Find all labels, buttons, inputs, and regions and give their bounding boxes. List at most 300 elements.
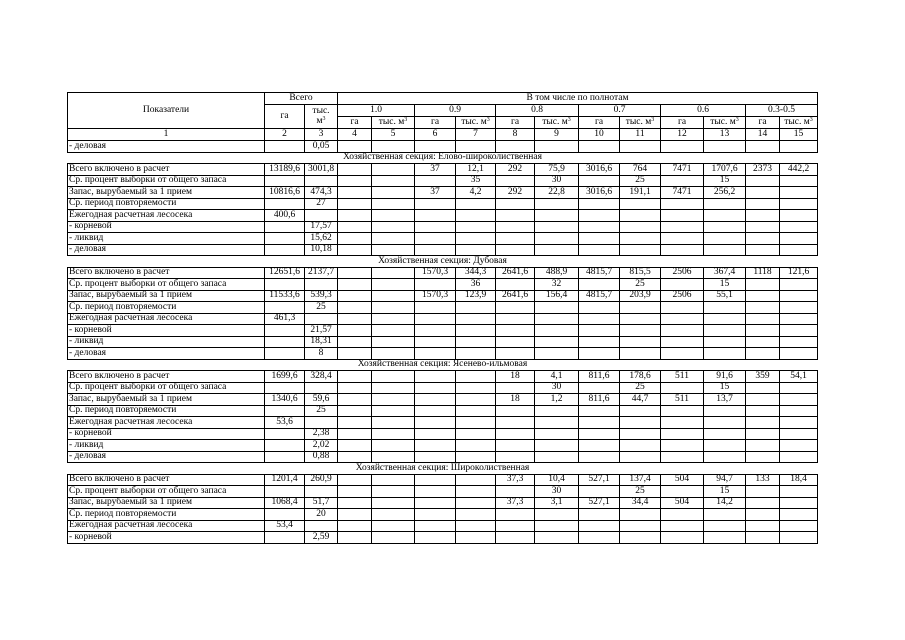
table-cell [372, 267, 415, 279]
unit-volume-text: тыс. м [542, 116, 568, 127]
table-cell [338, 325, 372, 337]
row-label: Ежегодная расчетная лесосека [68, 520, 265, 532]
row-label: Ср. процент выборки от общего запаса [68, 382, 265, 394]
table-row [68, 509, 818, 521]
table-cell: 59,6 [305, 394, 338, 406]
table-cell [661, 325, 704, 337]
table-cell [338, 175, 372, 187]
table-cell [305, 486, 338, 498]
table-cell [535, 221, 579, 233]
table-cell [746, 233, 780, 245]
table-cell [579, 382, 620, 394]
row-label: Ежегодная расчетная лесосека [68, 210, 265, 222]
table-cell [338, 302, 372, 314]
table-cell [496, 336, 535, 348]
column-number: 2 [265, 129, 305, 141]
table-cell [746, 198, 780, 210]
table-cell: 137,4 [620, 474, 661, 486]
density-group-header: В том числе по полнотам [338, 93, 818, 105]
density-1-0: 1.0 [338, 105, 415, 117]
table-body [68, 93, 818, 544]
table-cell: 511 [661, 371, 704, 383]
table-row [68, 405, 818, 417]
table-cell [579, 509, 620, 521]
table-cell [780, 141, 818, 153]
table-cell: 10,18 [305, 244, 338, 256]
table-cell [265, 141, 305, 153]
table-cell: 13189,6 [265, 164, 305, 176]
row-label: Запас, вырубаемый за 1 прием [68, 497, 265, 509]
table-cell [579, 348, 620, 360]
table-cell [661, 417, 704, 429]
table-cell: 511 [661, 394, 704, 406]
row-label: Всего включено в расчет [68, 267, 265, 279]
table-cell: 18 [496, 371, 535, 383]
table-cell [372, 486, 415, 498]
table-cell [456, 474, 496, 486]
section-row [68, 463, 818, 475]
table-cell [535, 428, 579, 440]
table-cell [456, 394, 496, 406]
table-cell [704, 302, 746, 314]
table-cell [620, 336, 661, 348]
table-cell [265, 198, 305, 210]
table-cell [372, 164, 415, 176]
table-cell [535, 198, 579, 210]
table-cell [372, 244, 415, 256]
table-cell: 1340,6 [265, 394, 305, 406]
table-cell [456, 233, 496, 245]
table-cell: 474,3 [305, 187, 338, 199]
row-label: - ликвид [68, 336, 265, 348]
table-cell: 3001,8 [305, 164, 338, 176]
table-cell [456, 325, 496, 337]
table-cell: 54,1 [780, 371, 818, 383]
density-0-9: 0.9 [415, 105, 496, 117]
table-cell [579, 313, 620, 325]
table-cell: 20 [305, 509, 338, 521]
column-number: 8 [496, 129, 535, 141]
unit-ha-header: га [496, 117, 535, 129]
table-cell [372, 302, 415, 314]
table-row [68, 532, 818, 544]
table-cell: 400,6 [265, 210, 305, 222]
table-cell: 18,31 [305, 336, 338, 348]
table-cell [620, 532, 661, 544]
table-cell: 123,9 [456, 290, 496, 302]
table-cell [661, 221, 704, 233]
table-cell: 30 [535, 382, 579, 394]
table-cell [780, 244, 818, 256]
column-number: 7 [456, 129, 496, 141]
column-number: 6 [415, 129, 456, 141]
table-cell [496, 325, 535, 337]
table-cell: 0,05 [305, 141, 338, 153]
table-cell: 811,6 [579, 371, 620, 383]
table-cell [265, 279, 305, 291]
table-cell [780, 348, 818, 360]
table-row [68, 187, 818, 199]
table-cell [661, 198, 704, 210]
table-cell: 25 [620, 382, 661, 394]
table-row [68, 290, 818, 302]
row-label: Ср. процент выборки от общего запаса [68, 279, 265, 291]
table-cell: 2373 [746, 164, 780, 176]
table-cell [746, 325, 780, 337]
table-cell [746, 417, 780, 429]
table-cell [620, 325, 661, 337]
table-cell [338, 451, 372, 463]
table-cell [780, 233, 818, 245]
table-row [68, 198, 818, 210]
table-cell: 32 [535, 279, 579, 291]
table-row [68, 451, 818, 463]
table-cell: 2,38 [305, 428, 338, 440]
table-cell: 133 [746, 474, 780, 486]
table-cell [456, 302, 496, 314]
table-row [68, 233, 818, 245]
table-cell [456, 451, 496, 463]
table-row [68, 210, 818, 222]
table-cell [456, 486, 496, 498]
table-cell [661, 440, 704, 452]
table-cell [704, 198, 746, 210]
table-cell [496, 244, 535, 256]
table-row [68, 486, 818, 498]
table-cell [456, 520, 496, 532]
row-label: - деловая [68, 141, 265, 153]
table-cell [780, 336, 818, 348]
unit-ha-header: га [661, 117, 704, 129]
table-cell [496, 520, 535, 532]
table-cell [535, 405, 579, 417]
section-title: Хозяйственная секция: Елово-широколиственная [68, 152, 818, 164]
unit-volume-sup: 3 [486, 116, 490, 123]
table-cell [338, 486, 372, 498]
table-cell [456, 497, 496, 509]
table-row [68, 325, 818, 337]
unit-volume-text: тыс. м [378, 116, 405, 127]
table-cell [579, 440, 620, 452]
table-cell [338, 336, 372, 348]
table-cell [456, 210, 496, 222]
table-cell: 13,7 [704, 394, 746, 406]
table-cell [456, 336, 496, 348]
table-cell [746, 497, 780, 509]
table-cell [746, 486, 780, 498]
table-cell [265, 509, 305, 521]
table-cell [372, 474, 415, 486]
table-cell: 764 [620, 164, 661, 176]
table-cell: 34,4 [620, 497, 661, 509]
table-cell [496, 302, 535, 314]
table-cell [780, 394, 818, 406]
table-cell: 1118 [746, 267, 780, 279]
table-cell [661, 428, 704, 440]
table-cell [265, 451, 305, 463]
table-cell [746, 175, 780, 187]
table-cell [265, 244, 305, 256]
table-cell [265, 382, 305, 394]
column-numbers-row [68, 129, 818, 141]
table-cell: 815,5 [620, 267, 661, 279]
table-cell [496, 405, 535, 417]
table-cell [456, 348, 496, 360]
table-cell [620, 244, 661, 256]
table-cell: 811,6 [579, 394, 620, 406]
table-cell [338, 520, 372, 532]
table-cell: 4815,7 [579, 267, 620, 279]
table-cell [704, 313, 746, 325]
table-cell [746, 405, 780, 417]
table-cell [496, 382, 535, 394]
table-cell [661, 210, 704, 222]
table-cell: 53,6 [265, 417, 305, 429]
section-row [68, 256, 818, 268]
table-cell [579, 244, 620, 256]
table-cell [780, 417, 818, 429]
table-cell [661, 233, 704, 245]
table-cell [456, 141, 496, 153]
density-0-3-0-5: 0.3-0.5 [746, 105, 818, 117]
table-cell: 328,4 [305, 371, 338, 383]
table-cell [338, 382, 372, 394]
table-cell [620, 451, 661, 463]
row-label: Ср. процент выборки от общего запаса [68, 486, 265, 498]
table-cell [305, 279, 338, 291]
unit-ha-header: га [415, 117, 456, 129]
table-cell: 203,9 [620, 290, 661, 302]
table-cell [620, 440, 661, 452]
table-cell [780, 405, 818, 417]
table-cell [415, 348, 456, 360]
table-cell: 37 [415, 187, 456, 199]
table-cell [372, 141, 415, 153]
table-cell [661, 509, 704, 521]
table-row [68, 382, 818, 394]
table-cell: 1,2 [535, 394, 579, 406]
table-cell [661, 382, 704, 394]
table-row [68, 520, 818, 532]
table-cell [305, 382, 338, 394]
table-cell: 25 [620, 486, 661, 498]
table-cell: 2641,6 [496, 267, 535, 279]
table-cell: 14,2 [704, 497, 746, 509]
table-cell: 27 [305, 198, 338, 210]
table-cell [704, 348, 746, 360]
table-cell [265, 233, 305, 245]
table-cell: 25 [305, 302, 338, 314]
unit-volume-sup: 3 [404, 116, 408, 123]
table-cell [535, 348, 579, 360]
table-cell [305, 210, 338, 222]
row-label: Всего включено в расчет [68, 474, 265, 486]
table-cell [372, 348, 415, 360]
table-cell [372, 371, 415, 383]
table-cell [305, 175, 338, 187]
table-cell [535, 520, 579, 532]
unit-ha-header: га [746, 117, 780, 129]
table-cell [704, 244, 746, 256]
table-cell [579, 141, 620, 153]
table-cell [338, 417, 372, 429]
table-cell [338, 279, 372, 291]
forest-table [67, 92, 818, 544]
table-cell [265, 486, 305, 498]
table-cell [305, 417, 338, 429]
table-cell: 11533,6 [265, 290, 305, 302]
table-cell [496, 532, 535, 544]
table-cell [746, 279, 780, 291]
column-number: 14 [746, 129, 780, 141]
table-cell [496, 417, 535, 429]
column-number: 3 [305, 129, 338, 141]
unit-volume-header [620, 117, 661, 129]
unit-volume-header [535, 117, 579, 129]
section-title: Хозяйственная секция: Ясенево-ильмовая [68, 359, 818, 371]
table-cell [456, 382, 496, 394]
column-number: 15 [780, 129, 818, 141]
table-cell [535, 336, 579, 348]
table-cell [415, 198, 456, 210]
table-cell [661, 279, 704, 291]
table-row [68, 474, 818, 486]
row-label: - ликвид [68, 233, 265, 245]
row-label: Ср. период повторяемости [68, 302, 265, 314]
table-cell [746, 428, 780, 440]
table-cell [338, 267, 372, 279]
section-row [68, 152, 818, 164]
table-cell: 15,62 [305, 233, 338, 245]
table-cell [780, 313, 818, 325]
table-cell [579, 325, 620, 337]
table-cell [780, 440, 818, 452]
table-row [68, 267, 818, 279]
table-cell [496, 509, 535, 521]
table-cell [746, 451, 780, 463]
table-cell: 1201,4 [265, 474, 305, 486]
table-cell [338, 198, 372, 210]
row-label: Ср. период повторяемости [68, 405, 265, 417]
table-cell [746, 210, 780, 222]
table-cell: 51,7 [305, 497, 338, 509]
row-label: - деловая [68, 348, 265, 360]
table-cell: 3016,6 [579, 164, 620, 176]
table-cell [780, 187, 818, 199]
unit-ha-header: га [579, 117, 620, 129]
table-cell [415, 279, 456, 291]
table-cell: 256,2 [704, 187, 746, 199]
table-cell [704, 440, 746, 452]
table-cell [661, 302, 704, 314]
table-cell [661, 313, 704, 325]
table-cell [372, 198, 415, 210]
table-cell [372, 428, 415, 440]
table-cell: 4,2 [456, 187, 496, 199]
table-cell: 178,6 [620, 371, 661, 383]
table-cell: 21,57 [305, 325, 338, 337]
unit-volume-text: тыс. м [461, 116, 487, 127]
table-cell [620, 141, 661, 153]
table-cell [496, 486, 535, 498]
table-cell [372, 532, 415, 544]
column-number: 4 [338, 129, 372, 141]
table-cell: 2,59 [305, 532, 338, 544]
table-cell [415, 210, 456, 222]
table-cell [372, 520, 415, 532]
table-cell [661, 244, 704, 256]
table-cell [620, 405, 661, 417]
table-cell: 1570,3 [415, 267, 456, 279]
table-cell [496, 313, 535, 325]
table-cell: 4815,7 [579, 290, 620, 302]
unit-volume-header [704, 117, 746, 129]
table-row [68, 348, 818, 360]
row-label: Запас, вырубаемый за 1 прием [68, 290, 265, 302]
table-cell [579, 451, 620, 463]
table-cell [496, 210, 535, 222]
table-cell [338, 313, 372, 325]
column-number: 9 [535, 129, 579, 141]
table-cell [265, 325, 305, 337]
document-page [67, 92, 818, 544]
table-cell [415, 474, 456, 486]
table-cell [415, 175, 456, 187]
table-cell [415, 405, 456, 417]
table-cell [372, 417, 415, 429]
table-cell: 10,4 [535, 474, 579, 486]
table-cell [620, 198, 661, 210]
table-cell [372, 440, 415, 452]
table-cell [415, 325, 456, 337]
table-cell [535, 244, 579, 256]
row-label: Всего включено в расчет [68, 164, 265, 176]
table-cell [780, 175, 818, 187]
table-cell [704, 336, 746, 348]
table-cell [746, 336, 780, 348]
table-cell [661, 175, 704, 187]
table-cell [305, 520, 338, 532]
table-cell [780, 509, 818, 521]
unit-volume-header [456, 117, 496, 129]
table-cell: 37,3 [496, 497, 535, 509]
table-cell [496, 440, 535, 452]
table-cell: 22,8 [535, 187, 579, 199]
table-cell: 504 [661, 474, 704, 486]
column-number: 13 [704, 129, 746, 141]
table-cell [265, 405, 305, 417]
table-cell: 156,4 [535, 290, 579, 302]
table-cell [456, 417, 496, 429]
table-cell [338, 233, 372, 245]
table-cell [620, 509, 661, 521]
table-cell [620, 313, 661, 325]
table-cell [780, 428, 818, 440]
table-cell [456, 371, 496, 383]
table-cell: 37 [415, 164, 456, 176]
table-cell: 15 [704, 486, 746, 498]
table-cell [535, 210, 579, 222]
table-cell [620, 417, 661, 429]
row-label: Запас, вырубаемый за 1 прием [68, 187, 265, 199]
table-cell: 25 [620, 279, 661, 291]
table-cell [746, 382, 780, 394]
row-label: Ср. период повторяемости [68, 509, 265, 521]
row-label: Ежегодная расчетная лесосека [68, 417, 265, 429]
column-number: 10 [579, 129, 620, 141]
table-cell [704, 532, 746, 544]
row-label: - деловая [68, 451, 265, 463]
